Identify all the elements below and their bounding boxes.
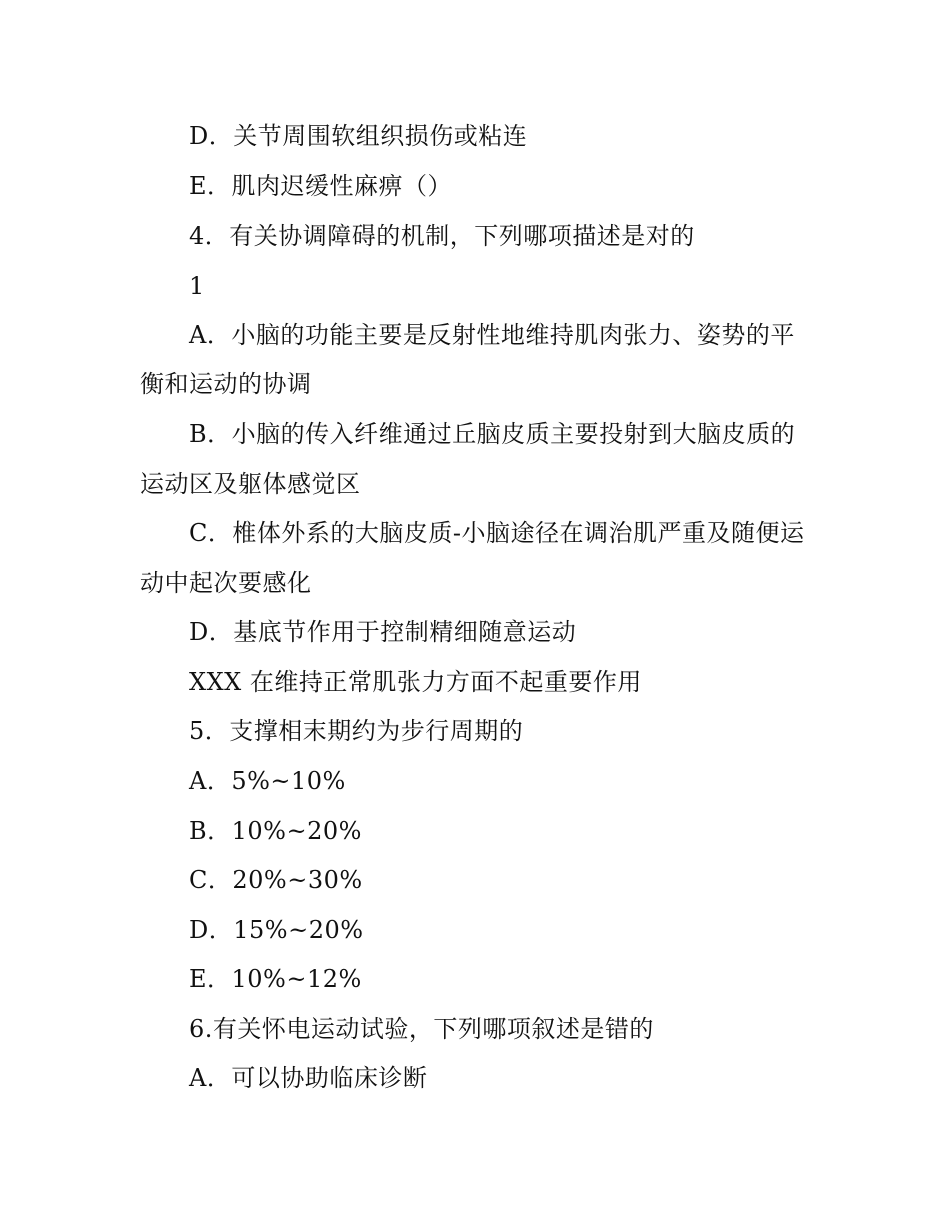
question-4: 4．有关协调障碍的机制，下列哪项描述是对的 bbox=[189, 222, 695, 250]
option-c-q4-line1: C．椎体外系的大脑皮质-小脑途径在调治肌严重及随便运 bbox=[189, 519, 805, 547]
option-d-q4: D．基底节作用于控制精细随意运动 bbox=[189, 618, 577, 646]
option-a-q5: A．5%~10% bbox=[189, 767, 346, 795]
option-b-q4-line1: B．小脑的传入纤维通过丘脑皮质主要投射到大脑皮质的 bbox=[189, 420, 796, 448]
option-e-q3: E．肌肉迟缓性麻痹（） bbox=[189, 172, 453, 200]
option-e-q4: XXX 在维持正常肌张力方面不起重要作用 bbox=[189, 668, 642, 696]
option-e-q5: E．10%~12% bbox=[189, 965, 362, 993]
option-a-q4-line1: A．小脑的功能主要是反射性地维持肌肉张力、姿势的平 bbox=[189, 321, 795, 349]
question-5: 5．支撑相末期约为步行周期的 bbox=[189, 717, 524, 745]
option-c-q4-line2: 动中起次要感化 bbox=[140, 569, 312, 597]
option-b-q4-line2: 运动区及躯体感觉区 bbox=[140, 470, 361, 498]
option-d-q3: D．关节周围软组织损伤或粘连 bbox=[189, 122, 528, 150]
question-6: 6.有关怀电运动试验，下列哪项叙述是错的 bbox=[189, 1015, 654, 1043]
option-a-q4-line2: 衡和运动的协调 bbox=[140, 370, 312, 398]
option-a-q6: A．可以协助临床诊断 bbox=[189, 1064, 428, 1092]
option-b-q5: B．10%~20% bbox=[189, 817, 362, 845]
option-c-q5: C．20%~30% bbox=[189, 866, 363, 894]
question-4-note: 1 bbox=[189, 272, 205, 300]
option-d-q5: D．15%~20% bbox=[189, 916, 364, 944]
